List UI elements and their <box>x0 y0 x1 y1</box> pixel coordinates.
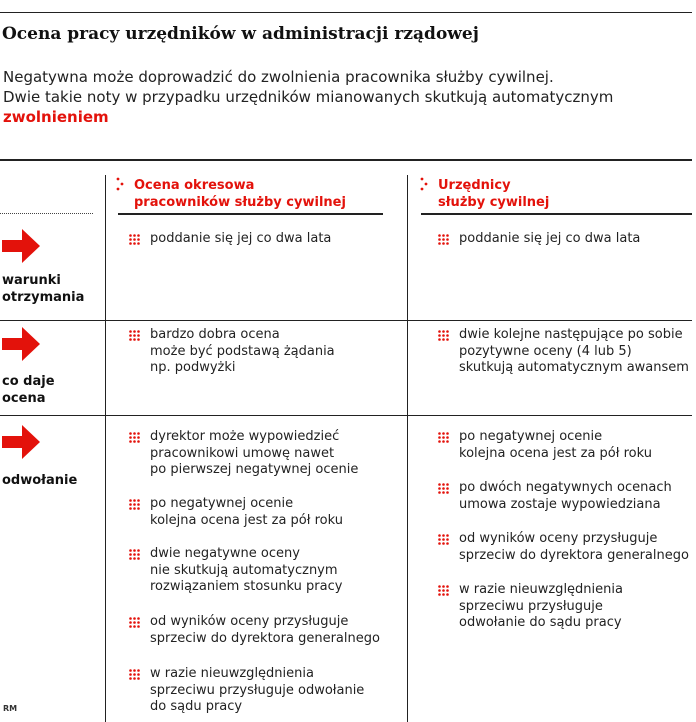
row-label-warunki: warunki otrzymania <box>2 273 85 305</box>
list-item-text: od wyników oceny przysługuje sprzeciw do dyrektora generalnego <box>459 531 689 563</box>
list-item <box>126 231 396 248</box>
row-separator <box>0 320 692 321</box>
list-item-text: dyrektor może wypowiedzieć pracownikowi umowę nawet po pierwszej negatywnej ocenie <box>150 429 359 477</box>
list-item-text: dwie negatywne oceny nie skutkują automatycznym rozwiązaniem stosunku pracy <box>150 546 343 594</box>
dots-marker-icon <box>420 177 430 191</box>
list-item-text: dwie kolejne następujące po sobie pozytywne oceny (4 lub 5) skutkują automatycznym awansem <box>459 327 689 375</box>
list-item-text: od wyników oceny przysługuje sprzeciw do dyrektora generalnego <box>150 614 380 646</box>
lead-text: Negatywna może doprowadzić do zwolnienia pracownika służby cywilnej. Dwie takie noty w przypadku urzędników mianowanych skutkują automatycznym <box>3 68 614 106</box>
column-header-1-line2: pracowników służby cywilnej <box>134 195 346 210</box>
column-header-2-line1: Urzędnicy <box>438 178 511 193</box>
list-item-text: poddanie się jej co dwa lata <box>459 231 641 246</box>
top-rule <box>0 12 692 13</box>
list-item-text: po negatywnej ocenie kolejna ocena jest za pół roku <box>150 496 343 528</box>
row-label-co-daje: co daje ocena <box>2 374 55 406</box>
list-item <box>126 429 396 479</box>
list-item <box>435 231 693 248</box>
list-item <box>126 546 396 596</box>
dot-grid-icon <box>438 534 449 545</box>
list-item-text: po negatywnej ocenie kolejna ocena jest za pół roku <box>459 429 652 461</box>
row-separator <box>0 213 93 214</box>
lead-paragraph <box>3 67 683 127</box>
list-item <box>435 480 693 513</box>
dot-grid-icon <box>129 432 140 443</box>
dot-grid-icon <box>129 234 140 245</box>
table-top-rule <box>0 159 692 161</box>
column-header-1 <box>134 177 346 211</box>
row-label-odwolanie: odwołanie <box>2 473 78 488</box>
list-item-text: bardzo dobra ocena może być podstawą żądania np. podwyżki <box>150 327 335 375</box>
list-item <box>435 429 693 462</box>
column-header-2 <box>438 177 549 211</box>
column-header-1-underline <box>118 213 383 215</box>
list-item <box>126 614 396 647</box>
list-item-text: poddanie się jej co dwa lata <box>150 231 332 246</box>
credit: RM <box>3 704 18 713</box>
column-header-1-line1: Ocena okresowa <box>134 178 255 193</box>
list-item <box>126 327 396 377</box>
dot-grid-icon <box>438 483 449 494</box>
dot-grid-icon <box>438 330 449 341</box>
dot-grid-icon <box>438 585 449 596</box>
list-item-text: w razie nieuwzględnienia sprzeciwu przysługuje odwołanie do sądu pracy <box>459 582 623 630</box>
list-item-text: w razie nieuwzględnienia sprzeciwu przysługuje odwołanie do sądu pracy <box>150 666 365 714</box>
page-title: Ocena pracy urzędników w administracji rządowej <box>2 24 479 44</box>
dot-grid-icon <box>129 330 140 341</box>
dot-grid-icon <box>129 617 140 628</box>
column-divider-1 <box>105 175 106 722</box>
lead-highlight: zwolnieniem <box>3 108 109 126</box>
column-header-2-line2: służby cywilnej <box>438 195 550 210</box>
dot-grid-icon <box>438 432 449 443</box>
list-item-text: po dwóch negatywnych ocenach umowa zostaje wypowiedziana <box>459 480 672 512</box>
dot-grid-icon <box>129 549 140 560</box>
right-arrow-icon <box>2 425 40 459</box>
list-item <box>435 531 693 564</box>
list-item <box>435 327 693 377</box>
right-arrow-icon <box>2 229 40 263</box>
row-separator <box>0 415 692 416</box>
dot-grid-icon <box>129 669 140 680</box>
column-header-2-underline <box>421 213 692 215</box>
list-item <box>435 582 693 632</box>
dot-grid-icon <box>438 234 449 245</box>
dot-grid-icon <box>129 499 140 510</box>
column-divider-2 <box>407 175 408 722</box>
list-item <box>126 496 396 529</box>
right-arrow-icon <box>2 327 40 361</box>
dots-marker-icon <box>116 177 126 191</box>
list-item <box>126 666 396 716</box>
